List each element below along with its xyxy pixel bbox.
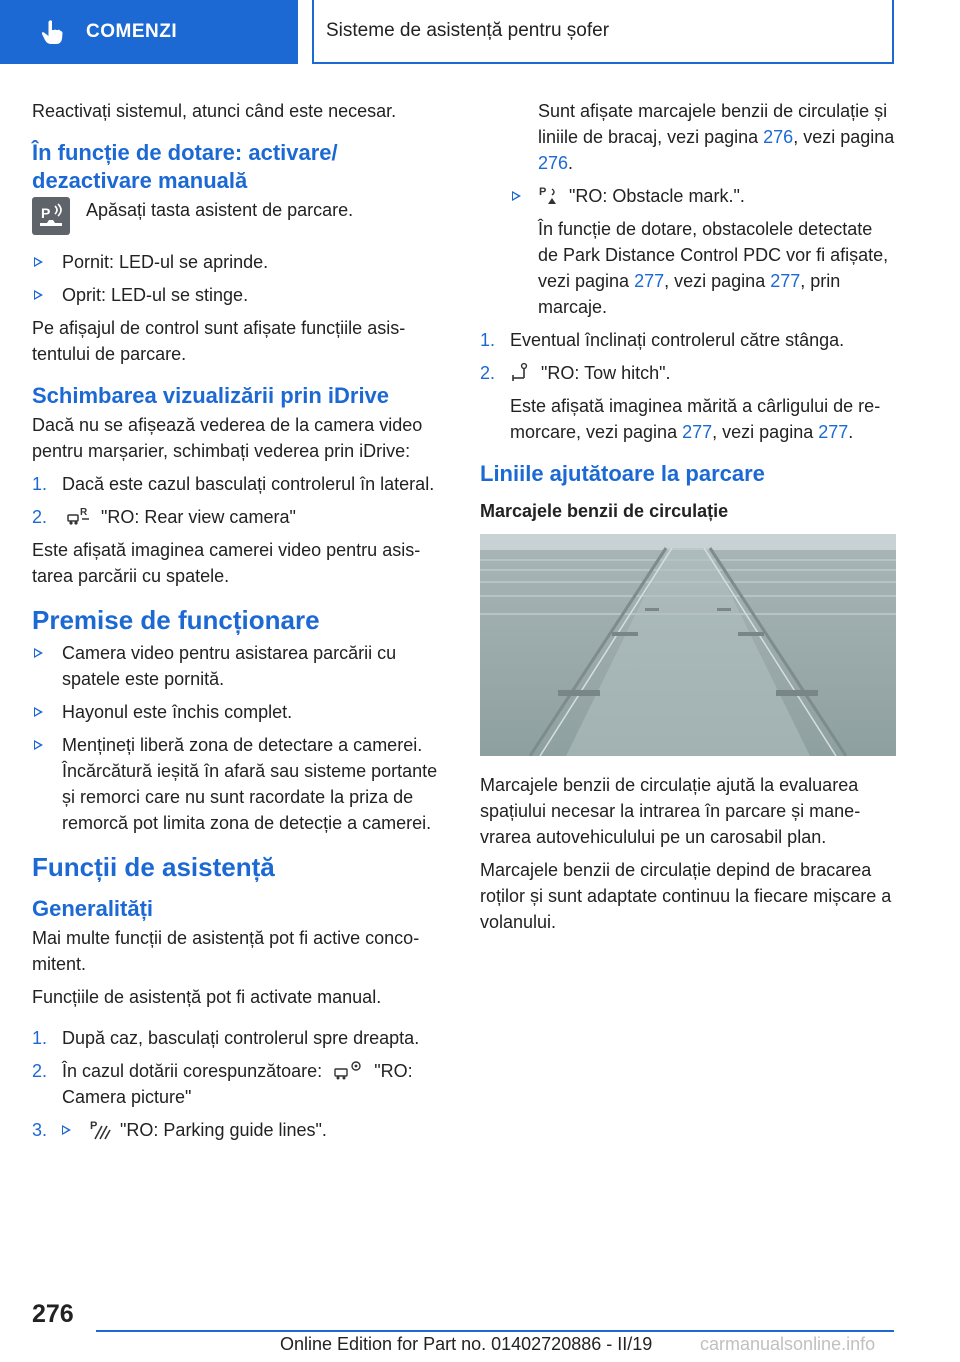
heading-generalitati: Generalități <box>32 896 154 921</box>
section-tab-label: Sisteme de asistență pentru șofer <box>326 20 610 41</box>
gen-step-3: 3. P "RO: Parking guide lines". <box>32 1120 327 1140</box>
parking-guide-lines-icon <box>89 1118 111 1140</box>
intro-text: Reactivați sistemul, atunci când este necesar. <box>32 101 397 121</box>
svg-text:P: P <box>90 1120 98 1132</box>
display-text: Pe afișajul de control sunt afișate funcțiile asistentului de parcare. <box>32 318 406 364</box>
idrive-step-2: 2. R "RO: Rear view camera" <box>32 507 296 527</box>
svg-text:P: P <box>539 186 547 198</box>
lane-markings-text-2: Marcajele benzii de circulație depind de bracarea roților și sunt adaptate continuu la fiecare mișcare a volanului. <box>480 860 892 932</box>
lane-markings-illustration <box>480 534 896 756</box>
triangle-bullet-icon <box>34 257 43 267</box>
tilt-step: 1. Eventual înclinați controlerul către stânga. <box>480 330 845 350</box>
obstacle-detail: În funcție de dotare, obstacolele detectate de Park Distance Control PDC vor fi afișate, vezi pagina 277, vezi pagina 277, prin marcaje. <box>538 219 889 317</box>
idrive-step-1: 1. Dacă este cazul basculați controlerul în lateral. <box>32 474 435 494</box>
page-footer <box>0 1290 960 1362</box>
obstacle-mark-item: P "RO: Obstacle mark.". <box>480 183 896 209</box>
generalitati-text-1: Mai multe funcții de asistență pot fi active concomitent. <box>32 928 420 974</box>
park-assist-button-icon <box>32 197 70 235</box>
heading-premise: Premise de funcționare <box>32 605 320 635</box>
heading-idrive: Schimbarea vizualizării prin iDrive <box>32 383 390 408</box>
page-link[interactable]: 276 <box>538 153 569 173</box>
obstacle-mark-icon <box>538 184 560 206</box>
svg-text:P: P <box>41 205 51 221</box>
triangle-bullet-icon <box>34 707 43 717</box>
edition-text: Online Edition for Part no. 01402720886 - II/19 <box>280 1334 653 1354</box>
camera-settings-icon <box>331 1059 365 1081</box>
premise-item: Camera video pentru asistarea parcării cu spatele este pornită. <box>32 640 448 692</box>
page-link[interactable]: 277 <box>770 271 801 291</box>
tow-hitch-step: 2. "RO: Tow hitch". <box>480 363 671 383</box>
page-link[interactable]: 277 <box>634 271 665 291</box>
watermark-text: carmanualsonline.info <box>700 1334 876 1354</box>
section-tab[interactable] <box>312 0 894 64</box>
triangle-bullet-icon <box>34 740 43 750</box>
chapter-tab-label: COMENZI <box>86 21 178 42</box>
page-number: 276 <box>32 1300 74 1328</box>
heading-lane-markings: Marcajele benzii de circulație <box>480 501 729 521</box>
page-header <box>0 0 960 66</box>
list-item-off: Oprit: LED-ul se stinge. <box>32 282 448 308</box>
heading-manual-activation: În funcție de dotare: activare/ dezactivare manuală <box>32 140 338 193</box>
triangle-bullet-icon <box>34 648 43 658</box>
gen-step-1: 1. După caz, basculați controlerul spre dreapta. <box>32 1028 420 1048</box>
rear-camera-text: Este afișată imaginea camerei video pentru asistarea parcării cu spatele. <box>32 540 421 586</box>
footer-divider <box>96 1330 894 1332</box>
park-assist-button-row <box>32 197 448 235</box>
press-button-text: Apăsați tasta asistent de parcare. <box>86 200 354 220</box>
triangle-bullet-icon <box>512 191 521 201</box>
svg-text:R: R <box>80 507 88 518</box>
heading-parking-guide-lines: Liniile ajutătoare la parcare <box>480 461 765 486</box>
tow-hitch-detail: Este afișată imaginea mărită a cârligului de remorcare, vezi pagina 277, vezi pagina 277. <box>510 396 881 442</box>
heading-functii-asistenta: Funcții de asistență <box>32 852 275 882</box>
left-column <box>32 98 448 1150</box>
chapter-tab-comenzi[interactable] <box>0 0 298 64</box>
page-link[interactable]: 276 <box>763 127 794 147</box>
tow-hitch-icon <box>510 361 532 383</box>
lane-markings-text-1: Marcajele benzii de circulație ajută la evaluarea spațiului necesar la intrarea în parcare și manevrarea autovehiculului pe un carosabil plan. <box>480 775 861 847</box>
triangle-bullet-icon <box>34 290 43 300</box>
premise-item: Hayonul este închis complet. <box>32 699 448 725</box>
page-link[interactable]: 277 <box>818 422 849 442</box>
hand-pointer-icon <box>40 19 64 45</box>
guide-lines-detail: Sunt afișate marcajele benzii de circulație și liniile de bracaj, vezi pagina 276, vezi pagina 276. <box>538 101 895 173</box>
triangle-bullet-icon <box>62 1125 71 1135</box>
right-column <box>480 98 896 942</box>
idrive-text: Dacă nu se afișează vederea de la camera video pentru marșarier, schimbați vederea prin iDrive: <box>32 415 423 461</box>
generalitati-text-2: Funcțiile de asistență pot fi activate manual. <box>32 987 382 1007</box>
list-item-on: Pornit: LED-ul se aprinde. <box>32 249 448 275</box>
gen-step-2: 2. În cazul dotării corespunzătoare: "RO: Camera picture" <box>32 1061 413 1107</box>
rear-view-camera-icon <box>66 505 92 527</box>
premise-item: Mențineți liberă zona de detectare a camerei. Încărcătură ieșită în afară sau sisteme portante și remorci care nu sunt racordate la priza de remorcă pot limita zona de detecție a camerei. <box>32 732 448 836</box>
page-link[interactable]: 277 <box>682 422 713 442</box>
